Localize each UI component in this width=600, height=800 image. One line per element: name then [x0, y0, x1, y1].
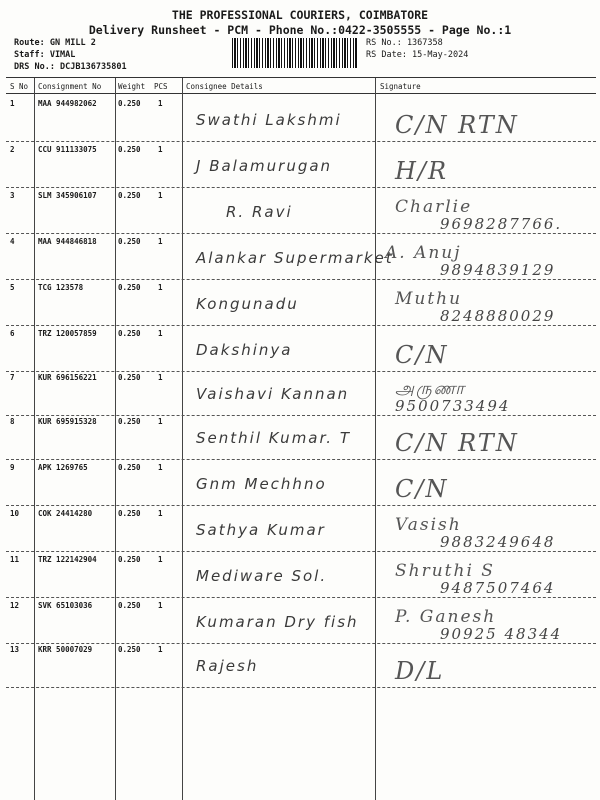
row-weight: 0.250 — [118, 601, 141, 610]
row-consignee-name: Alankar Supermarket — [196, 249, 394, 267]
row-pcs: 1 — [158, 555, 163, 564]
row-signature: A. Anuj — [385, 243, 462, 263]
rs-number: RS No.: 1367358 — [366, 38, 443, 48]
row-pcs: 1 — [158, 191, 163, 200]
row-pcs: 1 — [158, 99, 163, 108]
row-consignee-name: Swathi Lakshmi — [196, 111, 342, 129]
row-weight: 0.250 — [118, 237, 141, 246]
row-pcs: 1 — [158, 373, 163, 382]
row-consignment-no: TCG 123578 — [38, 283, 84, 292]
row-pcs: 1 — [158, 417, 163, 426]
route-label: Route: GN MILL 2 — [14, 38, 96, 48]
row-consignment-no: TRZ 120057859 — [38, 329, 97, 338]
row-consignment-no: SLM 345906107 — [38, 191, 97, 200]
row-consignee-name: Sathya Kumar — [196, 521, 326, 539]
row-sno: 5 — [10, 283, 15, 292]
row-sno: 2 — [10, 145, 15, 154]
row-weight: 0.250 — [118, 283, 141, 292]
row-signature-phone: 9883249648 — [440, 533, 556, 551]
row-sno: 1 — [10, 99, 15, 108]
row-signature: C/N — [395, 475, 449, 503]
row-weight: 0.250 — [118, 329, 141, 338]
row-signature-phone: 9500733494 — [395, 397, 511, 415]
col-header-weight: Weight — [118, 82, 146, 91]
row-consignee-name: Vaishavi Kannan — [196, 385, 350, 403]
col-header-consignee: Consignee Details — [186, 82, 263, 91]
row-divider — [6, 687, 596, 688]
row-pcs: 1 — [158, 601, 163, 610]
row-pcs: 1 — [158, 145, 163, 154]
row-pcs: 1 — [158, 509, 163, 518]
row-signature: C/N RTN — [395, 429, 519, 457]
row-consignment-no: SVK 65103036 — [38, 601, 93, 610]
row-signature: Shruthi S — [395, 561, 495, 581]
row-divider — [6, 141, 596, 142]
row-sno: 8 — [10, 417, 15, 426]
col-header-pcs: PCS — [154, 82, 168, 91]
row-signature-phone: 8248880029 — [440, 307, 556, 325]
company-title: THE PROFESSIONAL COURIERS, COIMBATORE — [171, 8, 429, 22]
header-top-rule — [6, 77, 596, 78]
row-consignment-no: KUR 695915328 — [38, 417, 97, 426]
col-header-sno: S No — [10, 82, 29, 91]
row-consignment-no: TRZ 122142904 — [38, 555, 97, 564]
row-signature-phone: 9487507464 — [440, 579, 556, 597]
row-divider — [6, 643, 596, 644]
row-sno: 12 — [10, 601, 20, 610]
row-pcs: 1 — [158, 237, 163, 246]
row-consignment-no: KUR 696156221 — [38, 373, 97, 382]
row-divider — [6, 505, 596, 506]
row-weight: 0.250 — [118, 373, 141, 382]
row-consignee-name: Kumaran Dry fish — [196, 613, 359, 631]
col-header-signature: Signature — [380, 82, 421, 91]
row-sno: 7 — [10, 373, 15, 382]
row-consignment-no: MAA 944982062 — [38, 99, 97, 108]
row-weight: 0.250 — [118, 417, 141, 426]
row-sno: 6 — [10, 329, 15, 338]
row-weight: 0.250 — [118, 463, 141, 472]
row-signature: H/R — [395, 157, 449, 185]
row-weight: 0.250 — [118, 145, 141, 154]
row-sno: 9 — [10, 463, 15, 472]
row-divider — [6, 459, 596, 460]
row-consignment-no: APK 1269765 — [38, 463, 88, 472]
row-divider — [6, 233, 596, 234]
row-divider — [6, 597, 596, 598]
row-sno: 13 — [10, 645, 20, 654]
runsheet-subtitle: Delivery Runsheet - PCM - Phone No.:0422-3505555 - Page No.:1 — [88, 23, 512, 37]
barcode-image — [232, 38, 358, 68]
row-signature: Charlie — [395, 197, 473, 217]
row-divider — [6, 415, 596, 416]
row-signature-phone: 90925 48344 — [440, 625, 563, 643]
row-consignment-no: COK 24414280 — [38, 509, 93, 518]
rs-date: RS Date: 15-May-2024 — [366, 50, 469, 60]
row-signature: Vasish — [395, 515, 462, 535]
row-divider — [6, 551, 596, 552]
row-pcs: 1 — [158, 283, 163, 292]
row-pcs: 1 — [158, 463, 163, 472]
row-consignee-name: Gnm Mechhno — [196, 475, 327, 493]
row-divider — [6, 279, 596, 280]
row-weight: 0.250 — [118, 509, 141, 518]
row-weight: 0.250 — [118, 99, 141, 108]
staff-label: Staff: VIMAL — [14, 50, 76, 60]
row-consignee-name: Rajesh — [196, 657, 259, 675]
row-weight: 0.250 — [118, 645, 141, 654]
header-bottom-rule — [6, 93, 596, 94]
col-header-consignment: Consignment No — [38, 82, 102, 91]
row-signature: அருணா — [395, 379, 467, 399]
row-signature: C/N — [395, 341, 449, 369]
row-divider — [6, 187, 596, 188]
row-pcs: 1 — [158, 329, 163, 338]
row-sno: 3 — [10, 191, 15, 200]
row-sno: 4 — [10, 237, 15, 246]
row-signature-phone: 9894839129 — [440, 261, 556, 279]
row-signature-phone: 9698287766. — [440, 215, 563, 233]
row-divider — [6, 371, 596, 372]
row-signature: Muthu — [395, 289, 463, 309]
row-consignee-name: R. Ravi — [226, 203, 293, 221]
row-consignment-no: KRR 50007029 — [38, 645, 93, 654]
row-weight: 0.250 — [118, 191, 141, 200]
drs-number: DRS No.: DCJB136735801 — [14, 62, 127, 72]
row-consignee-name: Kongunadu — [196, 295, 299, 313]
row-consignee-name: Senthil Kumar. T — [196, 429, 351, 447]
row-sno: 11 — [10, 555, 20, 564]
row-divider — [6, 325, 596, 326]
row-signature: P. Ganesh — [395, 607, 497, 627]
row-consignment-no: CCU 911133075 — [38, 145, 97, 154]
row-sno: 10 — [10, 509, 20, 518]
row-signature: C/N RTN — [395, 111, 519, 139]
row-consignee-name: Dakshinya — [196, 341, 293, 359]
row-signature: D/L — [395, 657, 445, 685]
row-weight: 0.250 — [118, 555, 141, 564]
row-consignee-name: J Balamurugan — [196, 157, 333, 175]
row-pcs: 1 — [158, 645, 163, 654]
row-consignment-no: MAA 944846818 — [38, 237, 97, 246]
row-consignee-name: Mediware Sol. — [196, 567, 328, 585]
